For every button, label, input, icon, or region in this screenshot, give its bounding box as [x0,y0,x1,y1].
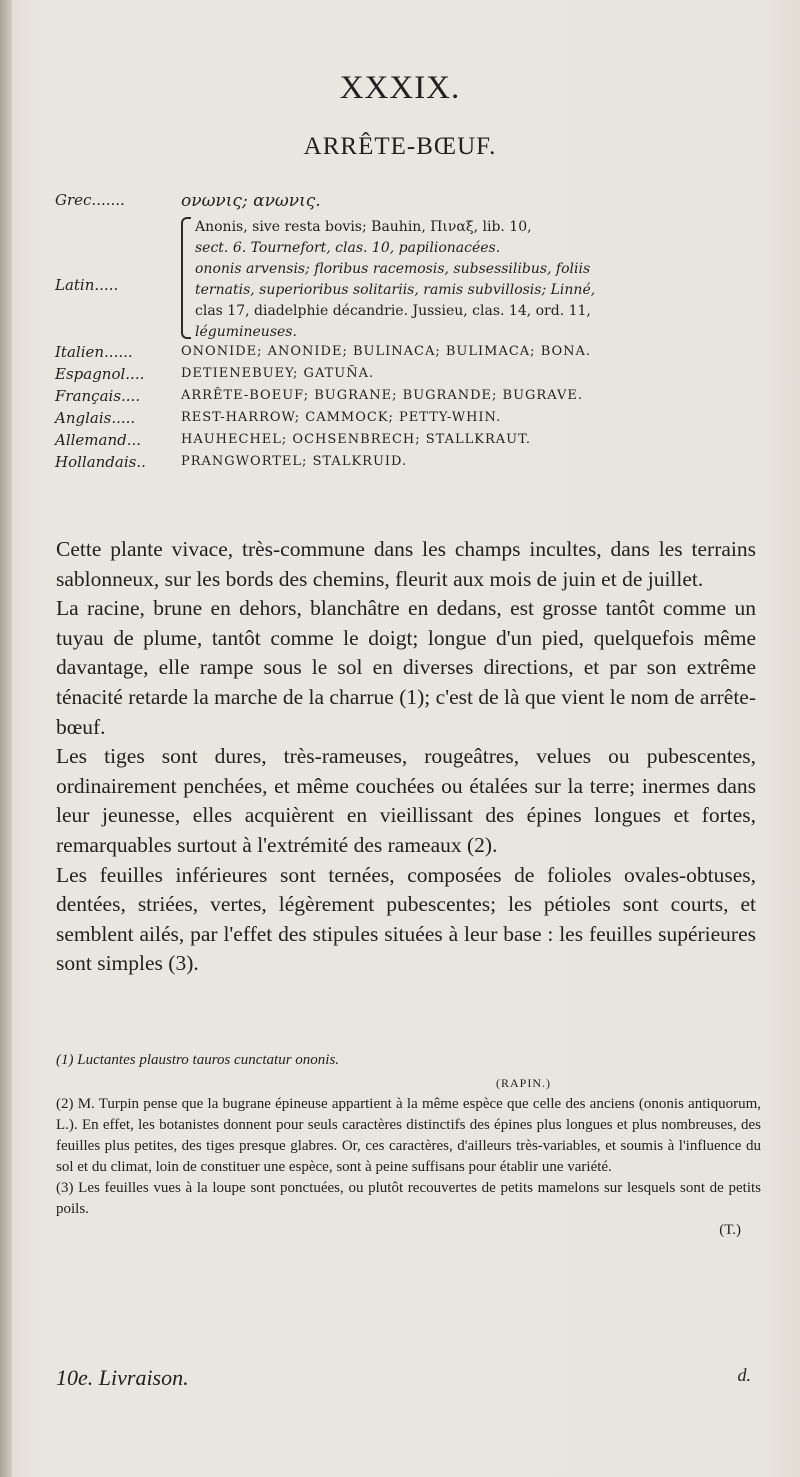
paragraph: Cette plante vivace, très-commune dans les champs incultes, dans les terrains sablonneux, sur les bords des chemins, fleurit aux mois de juin et de juillet. [56,537,756,591]
latin-synonyms [195,217,755,343]
footnote-2: (2) M. Turpin pense que la bugrane épineuse appartient à la même espèce que celle des anciens (ononis antiquorum, L.). En effet, les botanistes donnent pour seuls caractères distinctifs des épines plus longues et plus nombreuses, des feuilles plus petites, des tiges presque glabres. Or, ces caractères, d'ailleurs très-variables, et soumis à l'influence du sol et du climat, loin de constituer une espèce, sont à peine suffisans pour établir une variété. [56,1096,761,1175]
names-value-greek: ονωνις; ανωνις. [181,191,321,211]
names-label-greek: Grec....... [55,191,125,209]
names-value-english: REST-HARROW; CAMMOCK; PETTY-WHIN. [181,410,502,425]
main-text [56,535,756,979]
names-label-latin: Latin..... [55,276,119,294]
latin-line: Anonis, sive resta bovis; Bauhin, Πιναξ, lib. 10, [195,219,532,235]
latin-line: ternatis, superioribus solitariis, ramis subvillosis; Linné, [195,282,596,298]
paragraph: Les tiges sont dures, très-rameuses, rougeâtres, velues ou pubescentes, ordinairement penchées, et même couchées ou étalées sur la terre; inermes dans leur jeunesse, elles acquièrent en vieillissant des épines longues et fortes, remarquables surtout à l'extrémité des rameaux (2). [56,744,756,857]
names-label-dutch: Hollandais.. [55,453,146,471]
names-label-spanish: Espagnol.... [55,365,145,383]
footnotes [56,1050,761,1241]
footnote-1-source: (RAPIN.) [496,1076,551,1090]
footnote-3-signature: (T.) [719,1222,741,1238]
signature-mark: d. [737,1365,751,1385]
page-binding-edge [0,0,12,1477]
names-label-english: Anglais..... [55,409,136,427]
latin-line: sect. 6. Tournefort, clas. 10, papilionacées. [195,240,501,256]
footnote-3: (3) Les feuilles vues à la loupe sont ponctuées, ou plutôt recouvertes de petits mamelons sur lesquels sont de petits poils. [56,1180,761,1217]
names-value-dutch: PRANGWORTEL; STALKRUID. [181,454,408,469]
names-value-german: HAUHECHEL; OCHSENBRECH; STALLKRAUT. [181,432,532,447]
paragraph: La racine, brune en dehors, blanchâtre en dedans, est grosse tantôt comme un tuyau de plume, tantôt comme le doigt; longue d'un pied, quelquefois même davantage, elle rampe sous le sol en diverses directions, et par son extrême ténacité retarde la marche de la charrue (1); c'est de là que vient le nom de arrête-bœuf. [56,596,756,739]
names-label-italian: Italien...... [55,343,133,361]
names-value-french: ARRÊTE-BOEUF; BUGRANE; BUGRANDE; BUGRAVE. [181,388,583,403]
names-value-spanish: DETIENEBUEY; GATUÑA. [181,366,375,381]
latin-brace [181,217,191,339]
names-value-italian: ONONIDE; ANONIDE; BULINACA; BULIMACA; BONA. [181,344,592,359]
livraison-number: 10e. Livraison. [56,1365,189,1390]
names-label-french: Français.... [55,387,141,405]
plate-number: XXXIX. [339,70,461,106]
latin-line: clas 17, diadelphie décandrie. Jussieu, clas. 14, ord. 11, [195,303,591,319]
footnote-1: (1) Luctantes plaustro tauros cunctatur ononis. [56,1052,340,1068]
page-footer [56,1365,761,1391]
plant-title: ARRÊTE-BŒUF. [303,133,497,160]
paragraph: Les feuilles inférieures sont ternées, composées de folioles ovales-obtuses, dentées, striées, vertes, légèrement pubescentes; les pétioles sont courts, et semblent ailés, par l'effet des stipules situées à leur base : les feuilles supérieures sont simples (3). [56,862,756,976]
names-label-german: Allemand... [55,431,142,449]
latin-line: légumineuses. [195,324,297,340]
latin-line: ononis arvensis; floribus racemosis, subsessilibus, foliis [195,261,591,277]
